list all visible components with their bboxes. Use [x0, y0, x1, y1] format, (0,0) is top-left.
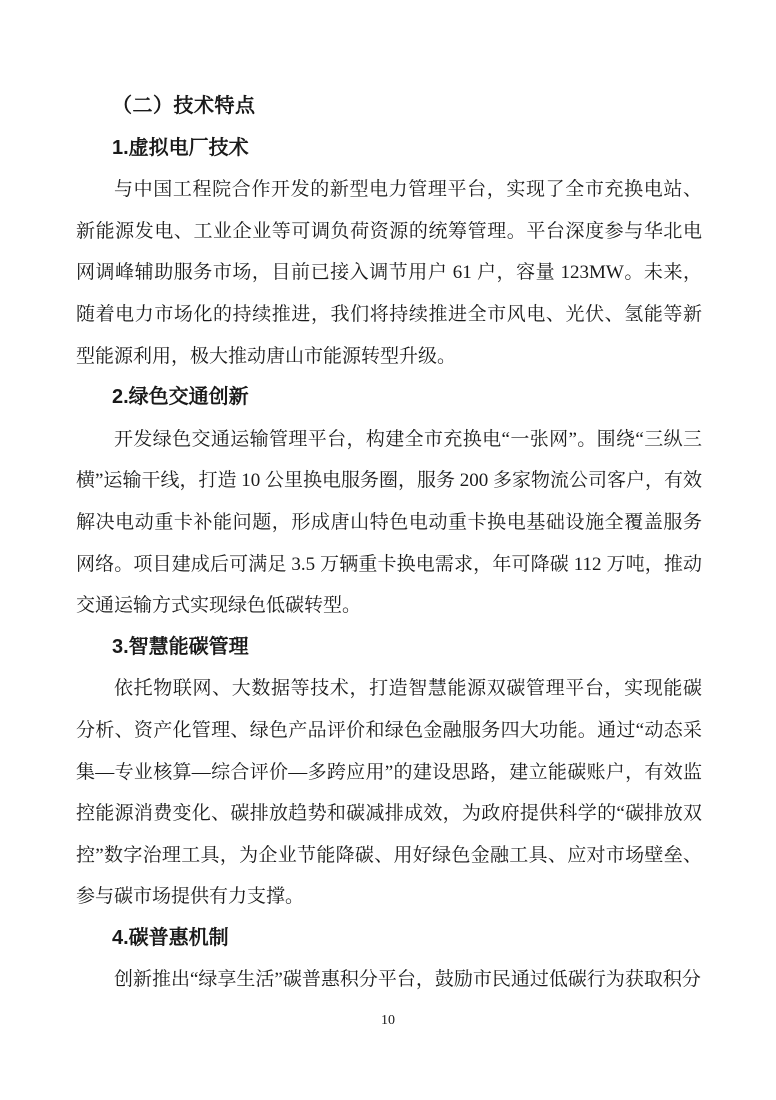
page-number: 10: [381, 1013, 395, 1028]
paragraph-smart-energy-carbon: 依托物联网、大数据等技术，打造智慧能源双碳管理平台，实现能碳分析、资产化管理、绿色产品评价和绿色金融服务四大功能。通过“动态采集—专业核算—综合评价—多跨应用”的建设思路，建立能碳账户，有效监控能源消费变化、碳排放趋势和碳减排成效，为政府提供科学的“碳排放双控”数字治理工具，为企业节能降碳、用好绿色金融工具、应对市场壁垒、参与碳市场提供有力支撑。: [76, 678, 702, 908]
paragraph-carbon-inclusion: 创新推出“绿享生活”碳普惠积分平台，鼓励市民通过低碳行为获取积分: [114, 969, 701, 991]
subsection-heading-1: 1.虚拟电厂技术: [112, 136, 249, 159]
paragraph-virtual-power-plant: 与中国工程院合作开发的新型电力管理平台，实现了全市充换电站、新能源发电、工业企业等可调负荷资源的统筹管理。平台深度参与华北电网调峰辅助服务市场，目前已接入调节用户 61 户，容量 123MW。未来，随着电力市场化的持续推进，我们将持续推进全市风电、光伏、氢能等新型能源利用，极大推动唐山市能源转型升级。: [76, 179, 702, 367]
subsection-heading-4: 4.碳普惠机制: [112, 926, 229, 949]
subsection-heading-3: 3.智慧能碳管理: [112, 635, 249, 658]
subsection-heading-2: 2.绿色交通创新: [112, 386, 249, 409]
section-heading: （二）技术特点: [112, 95, 256, 117]
paragraph-green-transport: 开发绿色交通运输管理平台，构建全市充换电“一张网”。围绕“三纵三横”运输干线，打造 10 公里换电服务圈，服务 200 多家物流公司客户，有效解决电动重卡补能问题，形成唐山特色电动重卡换电基础设施全覆盖服务网络。项目建成后可满足 3.5 万辆重卡换电需求，年可降碳 112 万吨，推动交通运输方式实现绿色低碳转型。: [76, 428, 702, 617]
